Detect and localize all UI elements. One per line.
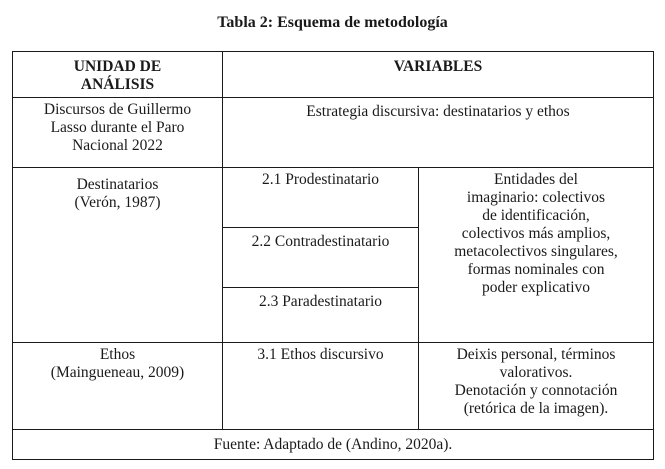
cell-deixis (419, 343, 654, 430)
cell-line: Denotación y connotación (454, 382, 618, 399)
row-destinatarios (13, 168, 654, 228)
cell-unidad-discursos (13, 98, 223, 168)
cell-line: (Verón, 1987) (74, 194, 161, 211)
cell-line: Ethos (99, 346, 136, 363)
methodology-table (12, 51, 654, 460)
header-unidad-line: ANÁLISIS (80, 76, 155, 93)
table-source: Fuente: Adaptado de (Andino, 2020a). (13, 430, 654, 460)
header-row (13, 52, 654, 98)
footer-row (13, 430, 654, 460)
cell-paradestinatario: 2.3 Paradestinatario (223, 288, 419, 343)
cell-line: metacolectivos singulares, (454, 243, 618, 260)
table-title: Tabla 2: Esquema de metodología (217, 14, 448, 31)
row-discursos (13, 98, 654, 168)
row-ethos (13, 343, 654, 430)
cell-estrategia: Estrategia discursiva: destinatarios y ethos (223, 98, 654, 168)
header-unidad-line: UNIDAD DE (73, 58, 162, 75)
cell-ethos-discursivo: 3.1 Ethos discursivo (223, 343, 419, 430)
cell-line: Discursos de Guillermo (43, 101, 192, 118)
cell-line: colectivos más amplios, (461, 225, 611, 242)
cell-unidad-ethos (13, 343, 223, 430)
cell-line: formas nominales con (467, 261, 605, 278)
cell-line: Lasso durante el Paro (50, 119, 185, 136)
cell-unidad-destinatarios (13, 168, 223, 343)
cell-line: de identificación, (482, 207, 590, 224)
header-variables: VARIABLES (223, 52, 654, 98)
cell-line: (Maingueneau, 2009) (50, 364, 185, 381)
cell-line: poder explicativo (481, 279, 591, 296)
header-unidad (13, 52, 223, 98)
cell-line: Deixis personal, términos (456, 346, 616, 363)
cell-prodestinatario: 2.1 Prodestinatario (223, 168, 419, 228)
cell-line: Entidades del (494, 171, 578, 188)
cell-line: (retórica de la imagen). (463, 400, 609, 417)
cell-line: Destinatarios (76, 176, 159, 193)
cell-line: valorativos. (499, 364, 573, 381)
cell-line: imaginario: colectivos (466, 189, 606, 206)
cell-contradestinatario: 2.2 Contradestinatario (223, 228, 419, 288)
cell-line: Nacional 2022 (72, 137, 163, 154)
cell-entidades (419, 168, 654, 343)
